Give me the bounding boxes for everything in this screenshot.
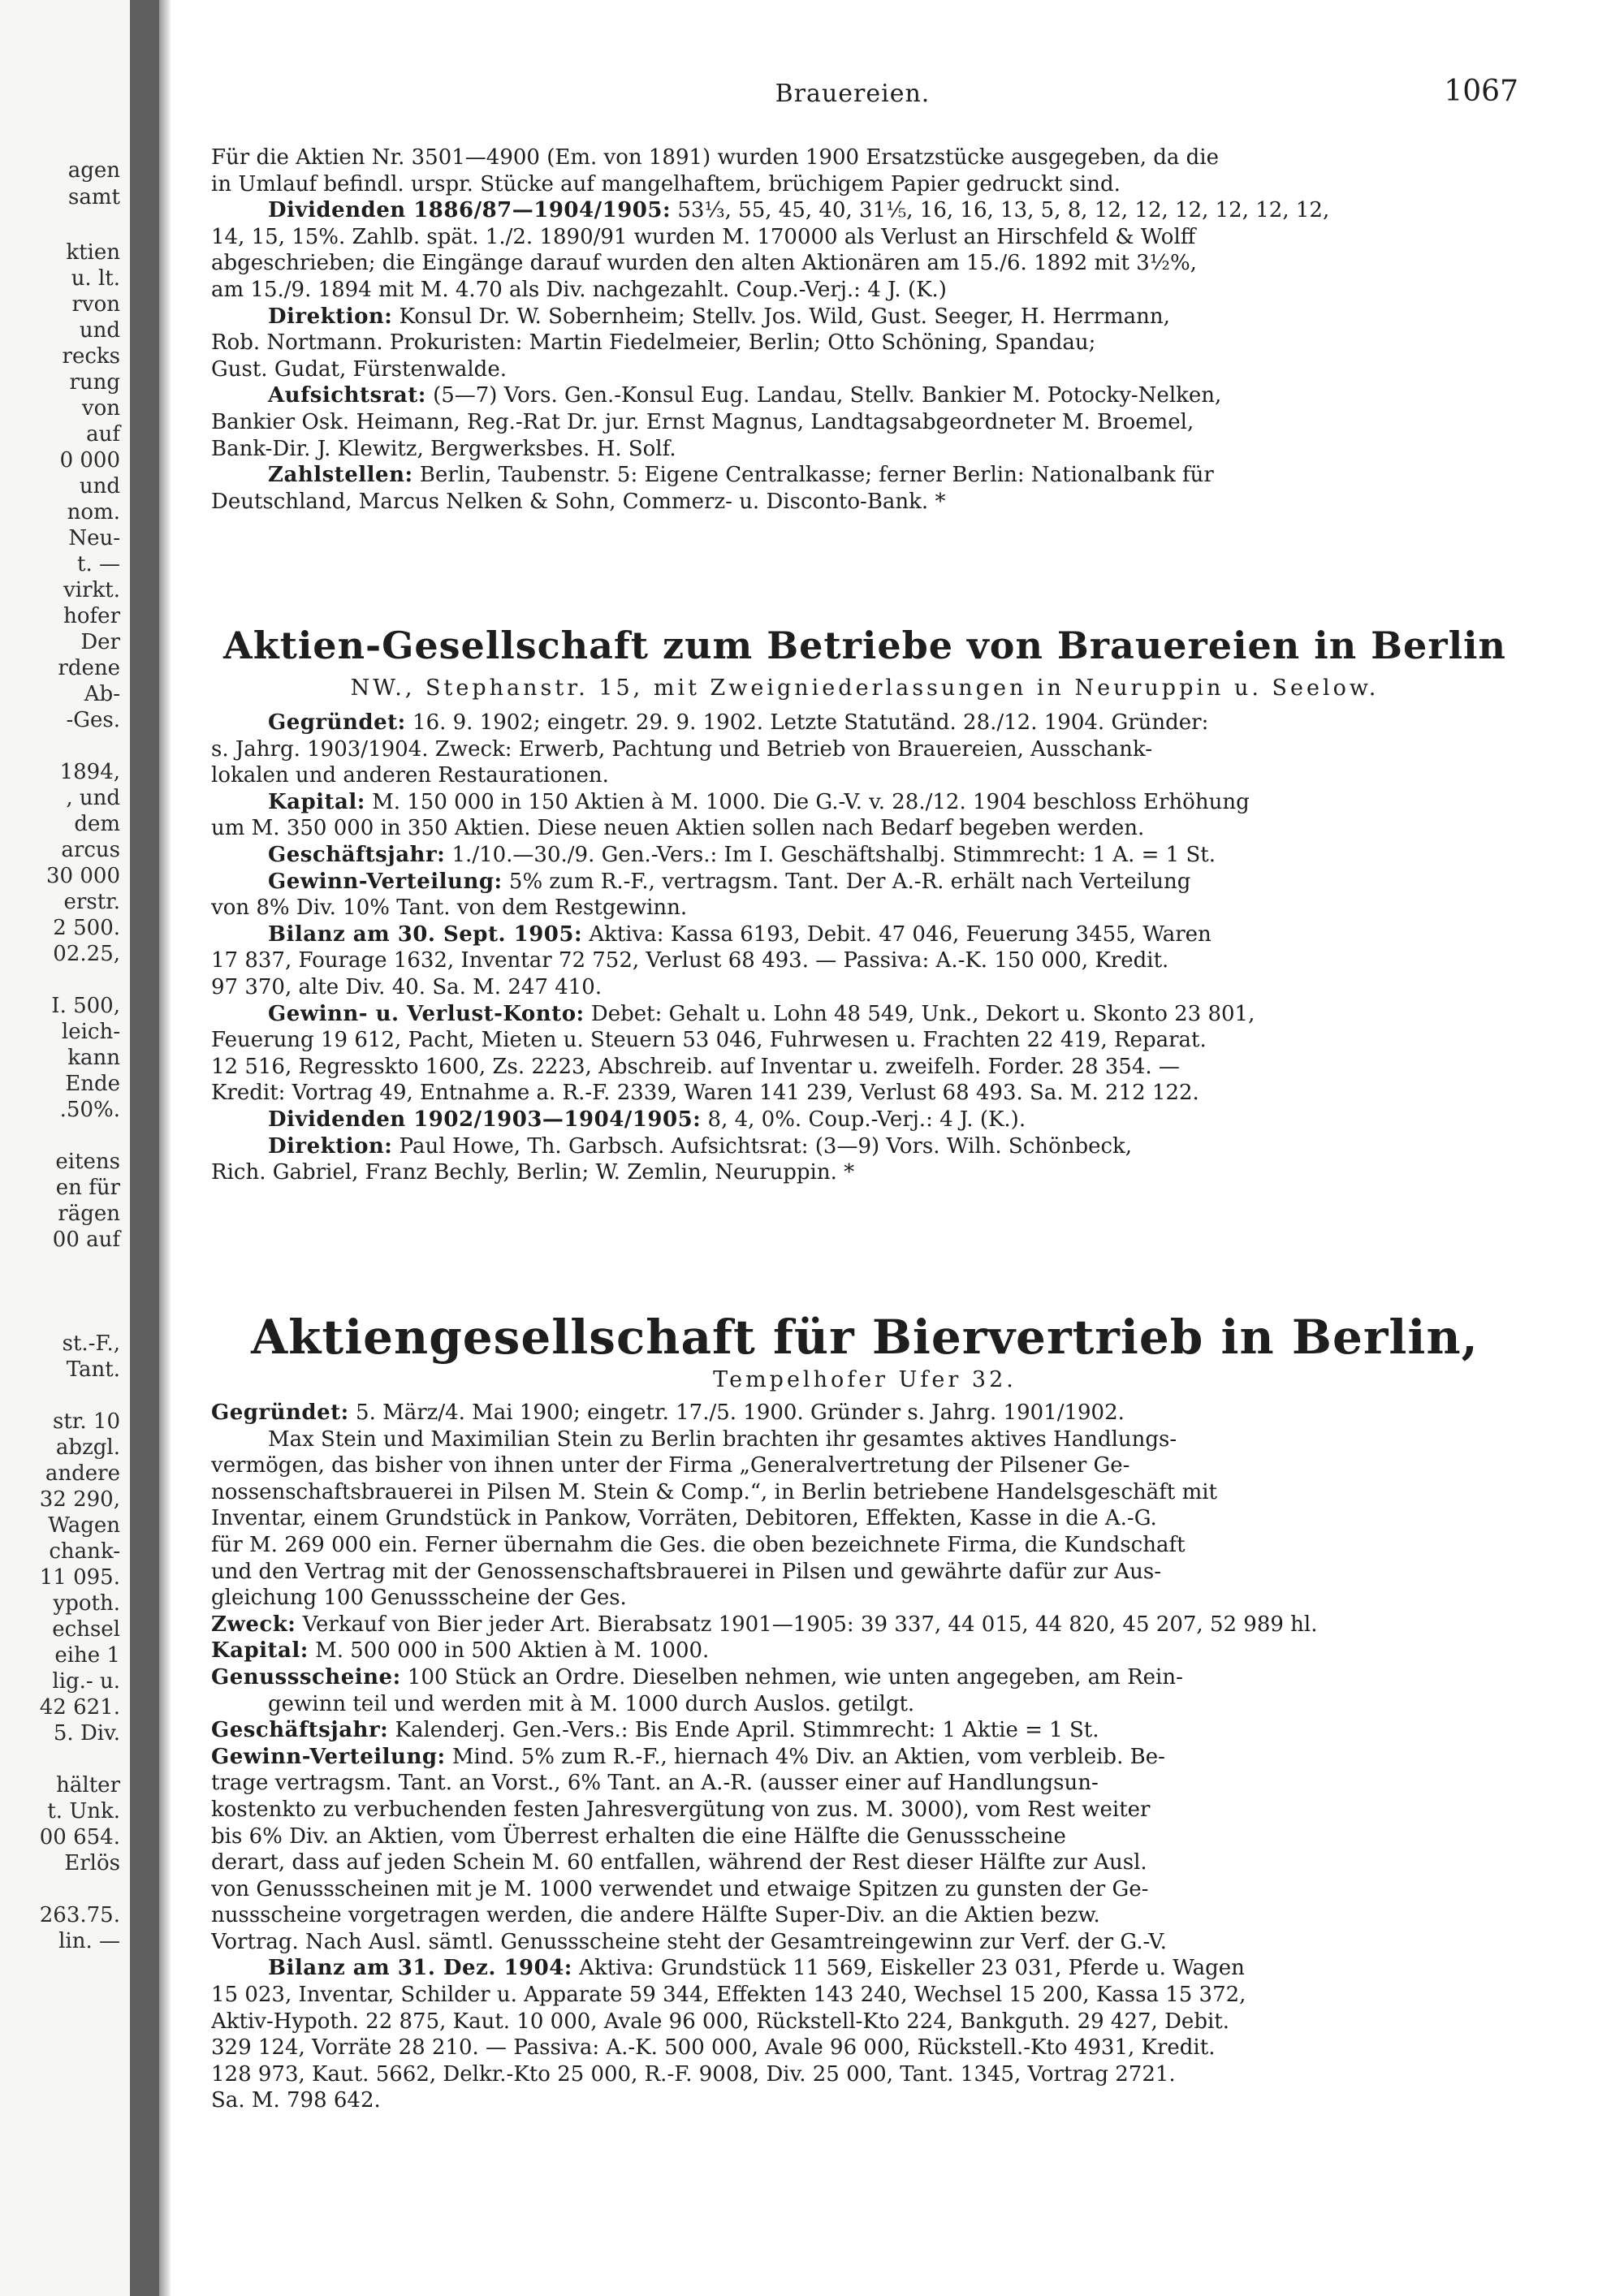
entry-text: Bankier Osk. Heimann, Reg.-Rat Dr. jur. Ernst Magnus, Landtagsabgeordneter M. Broemel,: [211, 409, 1194, 434]
entry-text: Vortrag. Nach Ausl. sämtl. Genussscheine steht der Gesamtreingewinn zur Verf. der G.-V.: [211, 1929, 1167, 1954]
section-biervertrieb: [211, 1309, 1518, 2114]
entry-text: trage vertragsm. Tant. an Vorst., 6% Tant. an A.-R. (ausser einer auf Handlungsun-: [211, 1771, 1099, 1796]
margin-fragment: 0 000: [59, 448, 120, 473]
entry-text: vermögen, das bisher von ihnen unter der Firma „Generalvertretung der Pilsener Ge-: [211, 1453, 1130, 1478]
entry-keyword: Geschäftsjahr:: [211, 1718, 389, 1743]
margin-fragment: Tant.: [66, 1357, 120, 1382]
margin-fragment: kann: [67, 1046, 120, 1070]
text-line: [211, 2009, 1518, 2035]
entry-text: Rich. Gabriel, Franz Bechly, Berlin; W. Zemlin, Neuruppin. *: [211, 1160, 855, 1185]
entry-text: Kredit: Vortrag 49, Entnahme a. R.-F. 2339, Waren 141 239, Verlust 68 493. Sa. M. 212 122.: [211, 1081, 1199, 1106]
margin-fragment: auf: [86, 422, 120, 447]
section-address: Tempelhofer Ufer 32.: [713, 1367, 1017, 1392]
entry-keyword: Zweck:: [211, 1612, 296, 1637]
entry-text: kostenkto zu verbuchenden festen Jahresvergütung von zus. M. 3000), vom Rest weiter: [211, 1797, 1151, 1822]
text-line: [211, 1929, 1518, 1956]
text-line: [211, 736, 1518, 763]
entry-text: in Umlauf befindl. urspr. Stücke auf mangelhaftem, brüchigem Papier gedruckt sind.: [211, 171, 1121, 196]
entry-text: 100 Stück an Ordre. Dieselben nehmen, wie unten angegeben, am Rein-: [400, 1664, 1183, 1690]
entry-keyword: Bilanz am 31. Dez. 1904:: [268, 1956, 572, 1981]
entry-keyword: Kapital:: [211, 1638, 309, 1664]
margin-fragment: Der: [80, 630, 120, 654]
text-line: [211, 1638, 1518, 1664]
margin-fragment: Ende: [65, 1072, 120, 1096]
margin-fragment: rdene: [58, 656, 120, 680]
book-gutter: [130, 0, 159, 2296]
margin-fragment: st.-F.,: [62, 1331, 120, 1356]
margin-fragment: rägen: [58, 1202, 120, 1226]
text-line: [211, 869, 1518, 896]
entry-text: 5. März/4. Mai 1900; eingetr. 17./5. 1900. Gründer s. Jahrg. 1901/1902.: [348, 1400, 1125, 1425]
entry-text: 53⅓, 55, 45, 40, 31⅕, 16, 16, 13, 5, 8, 12, 12, 12, 12, 12, 12,: [671, 198, 1330, 223]
text-line: [211, 1955, 1518, 1982]
entry-text: um M. 350 000 in 350 Aktien. Diese neuen Aktien sollen nach Bedarf begeben werden.: [211, 816, 1145, 841]
text-line: [211, 197, 1518, 224]
entry-text: Paul Howe, Th. Garbsch. Aufsichtsrat: (3—9) Vors. Wilh. Schönbeck,: [392, 1133, 1133, 1159]
entry-text: und den Vertrag mit der Genossenschaftsbrauerei in Pilsen und gewährte dafür zur Aus-: [211, 1559, 1162, 1584]
entry-text: Bank-Dir. J. Klewitz, Bergwerksbes. H. Solf.: [211, 436, 676, 461]
entry-keyword: Bilanz am 30. Sept. 1905:: [268, 921, 583, 947]
entry-text: 14, 15, 15%. Zahlb. spät. 1./2. 1890/91 wurden M. 170000 als Verlust an Hirschfeld & Wolff: [211, 224, 1196, 249]
margin-fragment: lig.- u.: [52, 1669, 120, 1694]
margin-fragment: Wagen: [48, 1513, 120, 1538]
text-line: [211, 1797, 1518, 1823]
text-line: [211, 710, 1518, 736]
margin-fragment: , und: [66, 786, 120, 810]
entry-keyword: Genussscheine:: [211, 1664, 401, 1690]
margin-fragment: 00 654.: [39, 1825, 120, 1849]
entry-text: 15 023, Inventar, Schilder u. Apparate 59 344, Effekten 143 240, Wechsel 15 200, Kassa 15 372,: [211, 1983, 1246, 2008]
entry-text: 128 973, Kaut. 5662, Delkr.-Kto 25 000, R.-F. 9008, Div. 25 000, Tant. 1345, Vortrag 2721.: [211, 2061, 1176, 2087]
entry-text: M. 150 000 in 150 Aktien à M. 1000. Die G.-V. v. 28./12. 1904 beschloss Erhöhung: [365, 789, 1250, 814]
entry-keyword: Gewinn- u. Verlust-Konto:: [268, 1001, 585, 1026]
text-line: [211, 250, 1518, 277]
margin-fragment: erstr.: [63, 890, 120, 914]
entry-text: (5—7) Vors. Gen.-Konsul Eug. Landau, Stellv. Bankier M. Potocky-Nelken,: [425, 383, 1222, 408]
entry-text: abgeschrieben; die Eingänge darauf wurden den alten Aktionären am 15./6. 1892 mit 3½%,: [211, 251, 1197, 276]
text-line: [211, 1612, 1518, 1638]
entry-text: bis 6% Div. an Aktien, vom Überrest erhalten die eine Hälfte die Genussscheine: [211, 1823, 1066, 1849]
entry-text: Konsul Dr. W. Sobernheim; Stellv. Jos. Wild, Gust. Seeger, H. Herrmann,: [392, 304, 1170, 329]
margin-fragment: arcus: [61, 838, 120, 862]
entry-keyword: Dividenden 1902/1903—1904/1905:: [268, 1107, 702, 1132]
text-line: [211, 462, 1518, 489]
margin-fragment: hälter: [56, 1773, 120, 1798]
margin-fragment: nom.: [67, 500, 120, 524]
entry-text: Gust. Gudat, Fürstenwalde.: [211, 356, 507, 382]
entry-keyword: Gegründet:: [268, 710, 406, 735]
margin-fragment: 11 095.: [39, 1565, 120, 1590]
entry-text: Debet: Gehalt u. Lohn 48 549, Unk., Dekort u. Skonto 23 801,: [584, 1001, 1255, 1026]
section-title: Aktien-Gesellschaft zum Betriebe von Brauereien in Berlin: [223, 624, 1506, 667]
text-line: [211, 789, 1518, 816]
entry-keyword: Aufsichtsrat:: [268, 383, 426, 408]
margin-fragment: samt: [68, 185, 120, 209]
entry-keyword: Gewinn-Verteilung:: [211, 1744, 446, 1769]
margin-fragment: -Ges.: [66, 708, 120, 732]
margin-fragment: von: [81, 396, 120, 421]
text-line: [211, 356, 1518, 383]
text-line: [211, 895, 1518, 921]
entry-text: Max Stein und Maximilian Stein zu Berlin brachten ihr gesamtes aktives Handlungs-: [268, 1426, 1177, 1452]
entry-text: gewinn teil und werden mit à M. 1000 durch Auslos. getilgt.: [268, 1691, 915, 1716]
margin-fragment: .50%.: [59, 1098, 120, 1122]
margin-fragment: 2 500.: [53, 916, 120, 940]
text-line: [211, 436, 1518, 463]
margin-fragment: leich-: [61, 1020, 120, 1044]
entry-text: Kalenderj. Gen.-Vers.: Bis Ende April. Stimmrecht: 1 Aktie = 1 St.: [388, 1718, 1099, 1743]
entry-text: Rob. Nortmann. Prokuristen: Martin Fiedelmeier, Berlin; Otto Schöning, Spandau;: [211, 330, 1096, 356]
text-line: [211, 1107, 1518, 1133]
text-line: [211, 1823, 1518, 1850]
margin-fragment: u. lt.: [71, 266, 120, 291]
entry-text: Feuerung 19 612, Pacht, Mieten u. Steuern 53 046, Fuhrwesen u. Frachten 22 419, Reparat.: [211, 1028, 1207, 1053]
text-line: [211, 1744, 1518, 1771]
margin-fragment: eitens: [55, 1150, 120, 1174]
text-line: [211, 1982, 1518, 2009]
entry-text: 8, 4, 0%. Coup.-Verj.: 4 J. (K.).: [701, 1107, 1026, 1132]
text-line: [211, 1717, 1518, 1744]
entry-text: s. Jahrg. 1903/1904. Zweck: Erwerb, Pachtung und Betrieb von Brauereien, Ausschank-: [211, 736, 1152, 762]
entry-text: von Genussscheinen mit je M. 1000 verwendet und etwaige Spitzen zu gunsten der Ge-: [211, 1876, 1149, 1901]
text-line: [211, 1054, 1518, 1081]
text-line: [211, 1426, 1518, 1453]
entry-text: Für die Aktien Nr. 3501—4900 (Em. von 1891) wurden 1900 Ersatzstücke ausgegeben, da die: [211, 145, 1219, 170]
text-line: [211, 1876, 1518, 1903]
text-line: [211, 409, 1518, 436]
text-line: [211, 171, 1518, 198]
text-line: [211, 224, 1518, 251]
margin-fragment: dem: [74, 812, 120, 836]
text-line: [211, 304, 1518, 330]
entry-text: 97 370, alte Div. 40. Sa. M. 247 410.: [211, 974, 603, 999]
entry-text: von 8% Div. 10% Tant. von dem Restgewinn.: [211, 896, 688, 921]
text-line: [211, 1664, 1518, 1691]
text-line: [211, 489, 1518, 516]
entry-text: nussscheine vorgetragen werden, die andere Hälfte Super-Div. an die Aktien bezw.: [211, 1903, 1100, 1928]
text-line: [211, 1080, 1518, 1107]
entry-text: 16. 9. 1902; eingetr. 29. 9. 1902. Letzte Statutänd. 28./12. 1904. Gründer:: [405, 710, 1209, 735]
running-head: [187, 75, 1518, 115]
entry-text: gleichung 100 Genussscheine der Ges.: [211, 1586, 627, 1611]
margin-fragment: und: [79, 474, 120, 498]
text-line: [211, 921, 1518, 948]
margin-fragment: andere: [45, 1461, 120, 1486]
text-line: [211, 974, 1518, 1001]
margin-fragment: 42 621.: [39, 1695, 120, 1720]
entry-keyword: Gegründet:: [211, 1400, 349, 1425]
margin-fragment: recks: [62, 344, 120, 369]
entry-text: Aktiva: Kassa 6193, Debit. 47 046, Feuerung 3455, Waren: [582, 921, 1212, 947]
text-line: [211, 145, 1518, 171]
margin-fragment: ktien: [66, 240, 120, 265]
margin-fragment: chank-: [49, 1539, 120, 1564]
entry-text: 5% zum R.-F., vertragsm. Tant. Der A.-R. erhält nach Verteilung: [502, 869, 1191, 894]
margin-fragment: Ab-: [84, 682, 120, 706]
margin-fragment: agen: [67, 158, 120, 183]
text-line: [211, 1479, 1518, 1506]
margin-fragment: 1894,: [59, 760, 120, 784]
entry-text: 1./10.—30./9. Gen.-Vers.: Im I. Geschäftshalbj. Stimmrecht: 1 A. = 1 St.: [445, 842, 1216, 867]
margin-fragment: rvon: [71, 292, 120, 317]
text-line: [211, 1505, 1518, 1532]
text-line: [211, 1849, 1518, 1876]
text-line: [211, 1770, 1518, 1797]
margin-fragment: en für: [55, 1176, 120, 1200]
entry-text: am 15./9. 1894 mit M. 4.70 als Div. nachgezahlt. Coup.-Verj.: 4 J. (K.): [211, 277, 947, 302]
section-betriebe-von-brauereien: [211, 617, 1518, 1186]
margin-fragment: Erlös: [64, 1851, 120, 1875]
text-line: [211, 947, 1518, 974]
entry-keyword: Gewinn-Verteilung:: [268, 869, 503, 894]
margin-fragment: eihe 1: [54, 1643, 120, 1668]
margin-fragment: str. 10: [53, 1409, 120, 1434]
entry-text: Inventar, einem Grundstück in Pankow, Vorräten, Debitoren, Effekten, Kasse in die A.-G.: [211, 1506, 1157, 1531]
text-line: [211, 1691, 1518, 1718]
entry-text: Deutschland, Marcus Nelken & Sohn, Commerz- u. Disconto-Bank. *: [211, 489, 946, 514]
text-line: [211, 277, 1518, 304]
entry-text: derart, dass auf jeden Schein M. 60 entfallen, während der Rest dieser Hälfte zur Ausl.: [211, 1850, 1147, 1875]
text-line: [211, 1902, 1518, 1929]
text-line: [211, 1585, 1518, 1612]
text-line: [211, 1133, 1518, 1160]
section-body: [211, 1400, 1518, 2114]
text-line: [211, 1452, 1518, 1479]
margin-fragment: t. Unk.: [47, 1799, 120, 1823]
entry-keyword: Geschäftsjahr:: [268, 842, 446, 867]
text-line: [211, 1001, 1518, 1028]
text-line: [211, 1532, 1518, 1559]
entry-text: M. 500 000 in 500 Aktien à M. 1000.: [308, 1638, 710, 1664]
gutter-shadow: [159, 0, 171, 2296]
text-line: [211, 2087, 1518, 2114]
entry-keyword: Dividenden 1886/87—1904/1905:: [268, 198, 672, 223]
entry-text: nossenschaftsbrauerei in Pilsen M. Stein & Comp.“, in Berlin betriebene Handelsgeschäft mit: [211, 1479, 1217, 1504]
page-number: 1067: [1444, 75, 1518, 108]
margin-fragment: abzgl.: [55, 1435, 120, 1460]
text-line: [211, 762, 1518, 789]
margin-fragment: ypoth.: [53, 1591, 120, 1616]
margin-fragment: 02.25,: [53, 942, 120, 966]
entry-keyword: Zahlstellen:: [268, 463, 413, 488]
entry-text: lokalen und anderen Restaurationen.: [211, 763, 609, 788]
margin-fragment: Neu-: [68, 526, 120, 550]
margin-fragment: 00 auf: [52, 1228, 120, 1252]
margin-fragment: t. —: [77, 552, 120, 576]
margin-fragment: 5. Div.: [53, 1721, 120, 1746]
entry-text: Berlin, Taubenstr. 5: Eigene Centralkasse; ferner Berlin: Nationalbank für: [412, 463, 1214, 488]
running-title: Brauereien.: [775, 80, 931, 108]
margin-fragment: echsel: [52, 1617, 120, 1642]
entry-text: für M. 269 000 ein. Ferner übernahm die Ges. die oben bezeichnete Firma, die Kundschaft: [211, 1532, 1186, 1557]
margin-fragment: rung: [69, 370, 120, 395]
entry-keyword: Kapital:: [268, 789, 365, 814]
margin-fragment: und: [79, 318, 120, 343]
margin-fragment: 30 000: [46, 864, 120, 888]
text-line: [211, 382, 1518, 409]
text-line: [211, 842, 1518, 869]
document-page: [187, 0, 1518, 2296]
entry-text: Sa. M. 798 642.: [211, 2088, 381, 2113]
margin-fragment: lin. —: [58, 1929, 120, 1953]
entry-text: Verkauf von Bier jeder Art. Bierabsatz 1901—1905: 39 337, 44 015, 44 820, 45 207, 52 989 hl.: [296, 1612, 1318, 1637]
text-line: [211, 1027, 1518, 1054]
text-line: [211, 330, 1518, 356]
text-line: [211, 1159, 1518, 1186]
text-line: [211, 2035, 1518, 2061]
text-line: [211, 1559, 1518, 1586]
margin-fragment: hofer: [63, 604, 120, 628]
text-line: [211, 815, 1518, 842]
margin-fragment: 263.75.: [39, 1903, 120, 1927]
section-brauereien-continued: [211, 145, 1518, 515]
entry-text: 17 837, Fourage 1632, Inventar 72 752, Verlust 68 493. — Passiva: A.-K. 150 000, Kredit.: [211, 948, 1169, 973]
margin-fragment: virkt.: [63, 578, 120, 602]
entry-text: 329 124, Vorräte 28 210. — Passiva: A.-K. 500 000, Avale 96 000, Rückstell.-Kto 4931, Kredit.: [211, 2035, 1216, 2061]
text-line: [211, 2061, 1518, 2088]
margin-fragment: I. 500,: [51, 994, 120, 1018]
text-line: [211, 1400, 1518, 1426]
entry-keyword: Direktion:: [268, 1133, 393, 1159]
entry-text: 12 516, Regresskto 1600, Zs. 2223, Abschreib. auf Inventar u. zweifelh. Forder. 28 354. —: [211, 1054, 1180, 1079]
entry-text: Mind. 5% zum R.-F., hiernach 4% Div. an Aktien, vom verbleib. Be-: [445, 1744, 1165, 1769]
margin-fragment: 32 290,: [39, 1487, 120, 1512]
entry-keyword: Direktion:: [268, 304, 393, 329]
section-address: NW., Stephanstr. 15, mit Zweigniederlassungen in Neuruppin u. Seelow.: [350, 675, 1380, 701]
previous-page-margin: [0, 0, 130, 2296]
entry-text: Aktiva: Grundstück 11 569, Eiskeller 23 031, Pferde u. Wagen: [572, 1956, 1245, 1981]
entry-text: Aktiv-Hypoth. 22 875, Kaut. 10 000, Avale 96 000, Rückstell-Kto 224, Bankguth. 29 427, Debit.: [211, 2009, 1229, 2034]
section-title: Aktiengesellschaft für Biervertrieb in Berlin,: [251, 1310, 1479, 1365]
section-body: [211, 710, 1518, 1186]
